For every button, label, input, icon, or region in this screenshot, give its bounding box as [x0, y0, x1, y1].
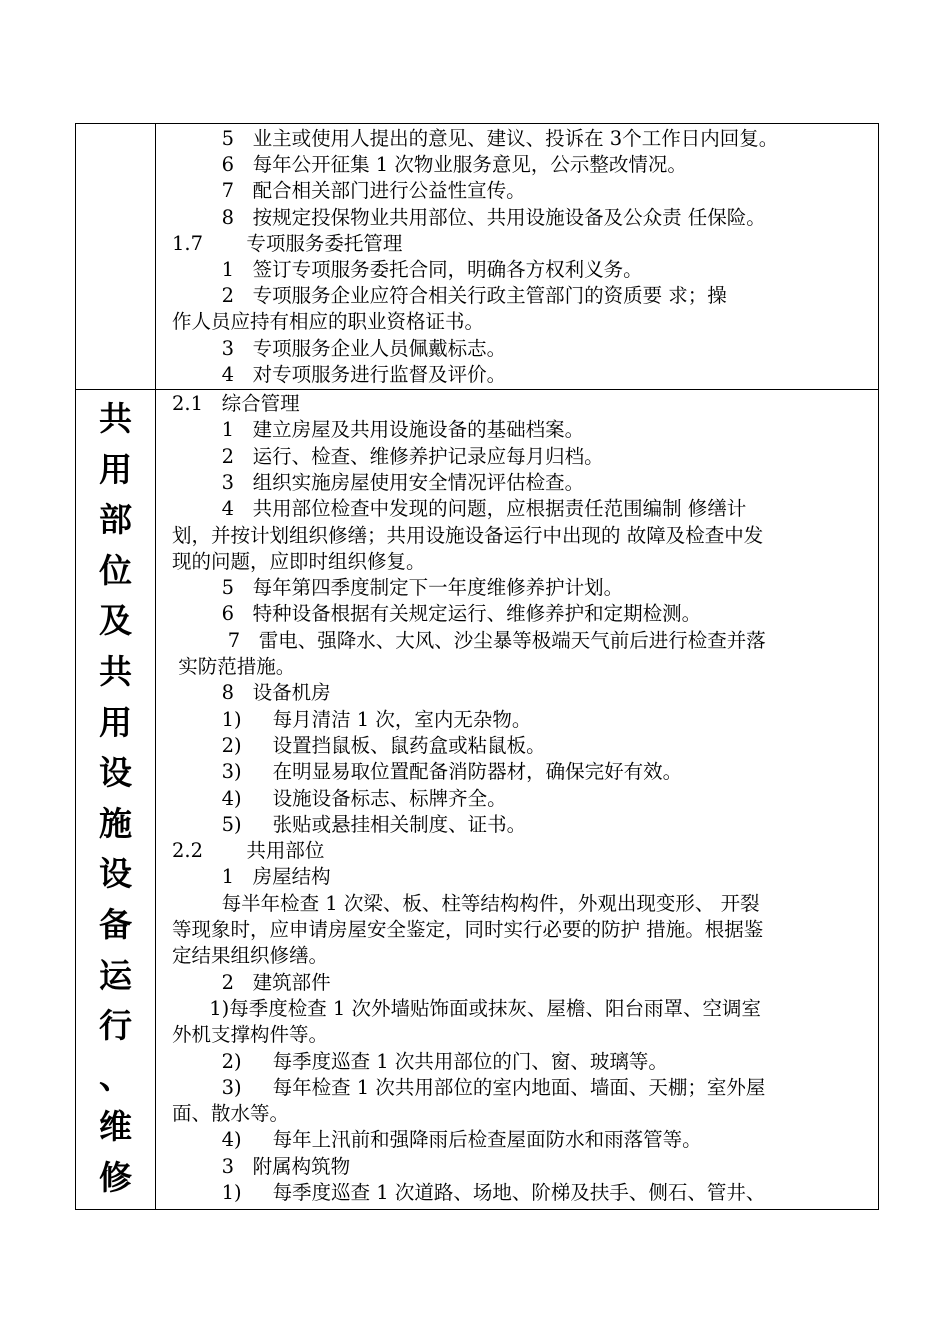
text-line: 作人员应持有相应的职业资格证书。 — [172, 310, 485, 334]
text-line: 8 设备机房 — [172, 681, 331, 705]
text-line: 1) 每季度巡查 1 次道路、场地、阶梯及扶手、侧石、管井、 — [172, 1181, 766, 1204]
text-line: 1) 每月清洁 1 次，室内无杂物。 — [172, 707, 532, 731]
category-label-char: 位 — [99, 550, 132, 590]
text-line: 2) 每季度巡查 1 次共用部位的门、窗、玻璃等。 — [172, 1049, 668, 1073]
category-label-char: 备 — [99, 904, 132, 944]
text-line: 4) 设施设备标志、标牌齐全。 — [172, 786, 507, 810]
text-line: 划，并按计划组织修缮；共用设施设备运行中出现的 故障及检查中发 — [172, 523, 764, 547]
category-label — [76, 394, 155, 1204]
text-line: 6 每年公开征集 1 次物业服务意见，公示整改情况。 — [172, 153, 687, 177]
text-line: 外机支撑构件等。 — [172, 1023, 329, 1047]
category-label-char: 修 — [99, 1157, 132, 1197]
column-divider — [155, 124, 156, 1209]
category-label-char: 及 — [99, 601, 132, 641]
text-line: 现的问题，应即时组织修复。 — [172, 549, 426, 573]
text-line: 4) 每年上汛前和强降雨后检查屋面防水和雨落管等。 — [172, 1128, 702, 1152]
text-line: 1 房屋结构 — [172, 865, 331, 889]
document-table — [75, 123, 879, 1210]
text-line: 3 专项服务企业人员佩戴标志。 — [172, 336, 507, 360]
category-label-char: 设 — [99, 753, 132, 793]
text-line: 2 建筑部件 — [172, 970, 331, 994]
text-line: 等现象时，应申请房屋安全鉴定，同时实行必要的防护 措施。根据鉴 — [172, 918, 764, 941]
text-line: 2 专项服务企业应符合相关行政主管部门的资质要 求；操 — [172, 284, 727, 308]
text-line: 实防范措施。 — [172, 655, 296, 678]
text-line: 定结果组织修缮。 — [172, 944, 329, 968]
text-line: 3 组织实施房屋使用安全情况评估检查。 — [172, 470, 585, 494]
category-label-char: 施 — [99, 803, 132, 843]
text-line: 1)每季度检查 1 次外墙贴饰面或抹灰、屋檐、阳台雨罩、空调室 — [172, 996, 762, 1020]
text-line: 5 每年第四季度制定下一年度维修养护计划。 — [172, 576, 624, 600]
text-line: 3 附属构筑物 — [172, 1154, 351, 1178]
text-line: 5) 张贴或悬挂相关制度、证书。 — [172, 812, 527, 836]
row-divider — [76, 389, 878, 390]
text-line: 8 按规定投保物业共用部位、共用设施设备及公众责 任保险。 — [172, 205, 766, 229]
category-label-char: 共 — [99, 399, 132, 438]
category-label-char: 共 — [99, 651, 132, 691]
text-line: 7 雷电、强降水、大风、沙尘暴等极端天气前后进行检查并落 — [172, 628, 766, 652]
category-label-char: 运 — [99, 955, 132, 995]
text-line: 面、散水等。 — [172, 1102, 290, 1126]
text-line: 4 对专项服务进行监督及评价。 — [172, 362, 507, 386]
text-line: 2) 设置挡鼠板、鼠药盒或粘鼠板。 — [172, 733, 546, 757]
text-line: 4 共用部位检查中发现的问题，应根据责任范围编制 修缮计 — [172, 497, 747, 521]
text-line: 6 特种设备根据有关规定运行、维修养护和定期检测。 — [172, 602, 702, 626]
category-label-char: 维 — [99, 1107, 132, 1147]
category-label-char: 、 — [99, 1056, 132, 1096]
category-label-char: 部 — [99, 500, 132, 540]
category-label-char: 用 — [99, 702, 132, 742]
category-label-char: 用 — [99, 449, 132, 489]
category-label-char: 设 — [99, 854, 132, 894]
text-line: 7 配合相关部门进行公益性宣传。 — [172, 179, 526, 203]
text-line: 3) 在明显易取位置配备消防器材，确保完好有效。 — [172, 760, 683, 784]
text-line: 每半年检查 1 次梁、板、柱等结构构件，外观出现变形、 开裂 — [172, 891, 760, 915]
text-line: 1 建立房屋及共用设施设备的基础档案。 — [172, 418, 585, 442]
text-line: 2.1 综合管理 — [172, 392, 300, 415]
text-line: 2 运行、检查、维修养护记录应每月归档。 — [172, 444, 604, 468]
category-label-char: 行 — [99, 1006, 132, 1046]
text-line: 1.7 专项服务委托管理 — [172, 231, 403, 255]
text-line: 3) 每年检查 1 次共用部位的室内地面、墙面、天棚；室外屋 — [172, 1075, 766, 1099]
text-line: 2.2 共用部位 — [172, 839, 325, 863]
text-line: 5 业主或使用人提出的意见、建议、投诉在 3个工作日内回复。 — [172, 127, 779, 150]
text-line: 1 签订专项服务委托合同，明确各方权利义务。 — [172, 258, 643, 281]
